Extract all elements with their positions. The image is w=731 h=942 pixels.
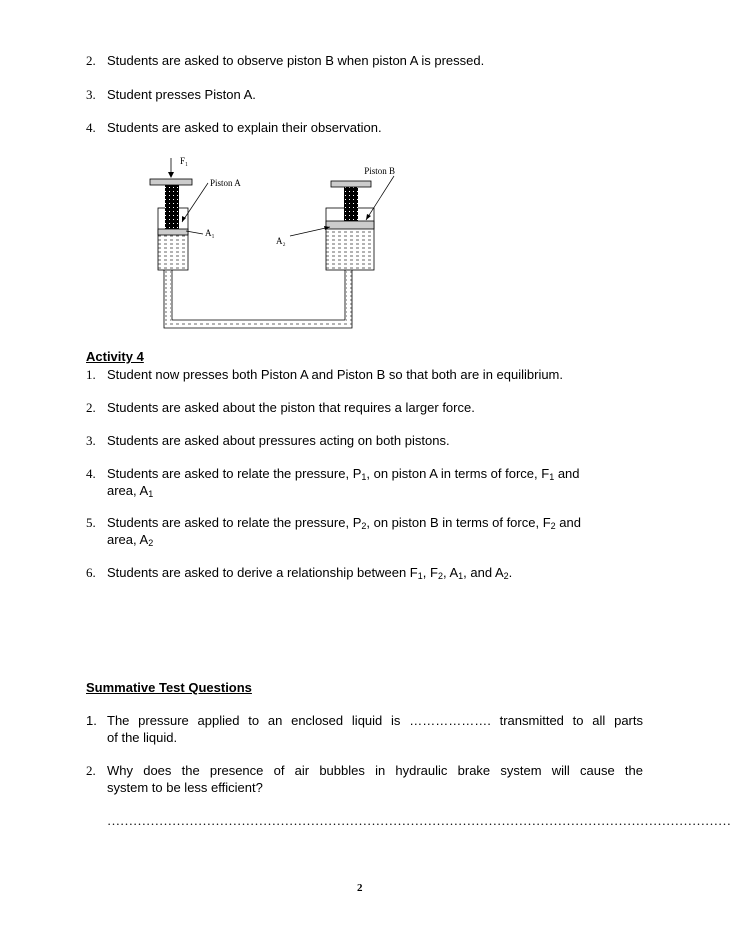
- subscript: 2: [550, 521, 556, 531]
- piston-b-rod: [344, 186, 358, 221]
- liquid-b: [326, 229, 374, 270]
- summative-heading: Summative Test Questions: [86, 680, 252, 695]
- pipe-outer: [164, 270, 352, 328]
- activity-item-4-mid: , on piston A in terms of force, F: [366, 466, 550, 481]
- pipe-liquid-right: [346, 270, 352, 321]
- force-arrow-head: [168, 172, 174, 178]
- piston-a-rod: [165, 184, 179, 229]
- piston-a-plate: [150, 179, 192, 185]
- step-4-text: Students are asked to explain their observation.: [107, 120, 382, 135]
- activity-item-5-number: 5.: [86, 515, 96, 530]
- activity-4-heading: Activity 4: [86, 349, 144, 364]
- activity-item-3-number: 3.: [86, 433, 96, 448]
- piston-a-head: [158, 229, 188, 235]
- subscript: 2: [437, 571, 443, 581]
- label-piston-a: Piston A: [210, 178, 241, 188]
- activity-item-5-mid: , on piston B in terms of force, F: [366, 515, 551, 530]
- activity-item-4-pre: Students are asked to relate the pressure, P: [107, 466, 362, 481]
- activity-item-6-t1: , F: [422, 565, 438, 580]
- activity-item-4-line2-text: area, A: [107, 483, 149, 498]
- activity-item-1-number: 1.: [86, 367, 96, 382]
- subscript: 1: [148, 489, 154, 499]
- step-4-number: 4.: [86, 120, 96, 135]
- subscript: 1: [458, 571, 464, 581]
- question-1-line1: The pressure applied to an enclosed liquid is ………………. transmitted to all parts: [107, 713, 643, 728]
- activity-item-5-line2-text: area, A: [107, 532, 149, 547]
- hydraulic-press-diagram: [140, 150, 400, 335]
- question-1-line2: of the liquid.: [107, 730, 178, 745]
- question-2-line2: system to be less efficient?: [107, 780, 263, 795]
- step-2-text: Students are asked to observe piston B when piston A is pressed.: [107, 53, 485, 68]
- activity-item-4-line2: [107, 482, 153, 500]
- page-number: 2: [357, 882, 363, 894]
- label-a1: A₁: [205, 228, 215, 238]
- activity-item-5-post: and: [555, 515, 581, 530]
- activity-item-4-number: 4.: [86, 466, 96, 481]
- pipe-liquid-left: [165, 270, 171, 321]
- activity-item-6-t4: .: [508, 565, 513, 580]
- subscript: 1: [549, 472, 555, 482]
- subscript: 1: [361, 472, 367, 482]
- label-a2: A₂: [276, 236, 286, 246]
- pointer-a2: [290, 227, 330, 236]
- activity-item-3-text: Students are asked about pressures acting on both pistons.: [107, 433, 450, 448]
- activity-item-5-line2: [107, 531, 153, 549]
- question-2-line1: Why does the presence of air bubbles in hydraulic brake system will cause the: [107, 763, 643, 778]
- pointer-a1: [186, 231, 203, 234]
- subscript: 1: [417, 571, 423, 581]
- activity-item-6-number: 6.: [86, 565, 96, 580]
- step-3-number: 3.: [86, 87, 96, 102]
- activity-item-2-text: Students are asked about the piston that requires a larger force.: [107, 400, 475, 415]
- step-2-number: 2.: [86, 53, 96, 68]
- piston-b-plate: [331, 181, 371, 187]
- liquid-a: [158, 235, 188, 270]
- pointer-piston-a: [182, 183, 208, 222]
- activity-item-6-text: [107, 564, 512, 582]
- subscript: 2: [361, 521, 367, 531]
- question-1-number: 1.: [86, 713, 97, 728]
- pipe-liquid-bottom: [165, 321, 352, 327]
- activity-item-6-t3: , and A: [463, 565, 504, 580]
- question-2-number: 2.: [86, 763, 96, 778]
- activity-item-6-pre: Students are asked to derive a relationship between F: [107, 565, 418, 580]
- activity-item-4-line1: [107, 465, 580, 483]
- activity-item-5-line1: [107, 514, 581, 532]
- step-3-text: Student presses Piston A.: [107, 87, 256, 102]
- subscript: 2: [503, 571, 509, 581]
- answer-line[interactable]: ………………………………………………………………………………………………………………………………: [107, 813, 731, 828]
- activity-item-4-post: and: [554, 466, 580, 481]
- activity-item-2-number: 2.: [86, 400, 96, 415]
- piston-b-head: [326, 221, 374, 229]
- activity-item-5-pre: Students are asked to relate the pressure, P: [107, 515, 362, 530]
- label-piston-b: Piston B: [364, 166, 395, 176]
- pipe-inner: [172, 270, 345, 320]
- activity-item-1-text: Student now presses both Piston A and Piston B so that both are in equilibrium.: [107, 367, 564, 382]
- subscript: 2: [148, 538, 154, 548]
- activity-item-6-t2: , A: [442, 565, 459, 580]
- label-f1: F₁: [180, 156, 189, 166]
